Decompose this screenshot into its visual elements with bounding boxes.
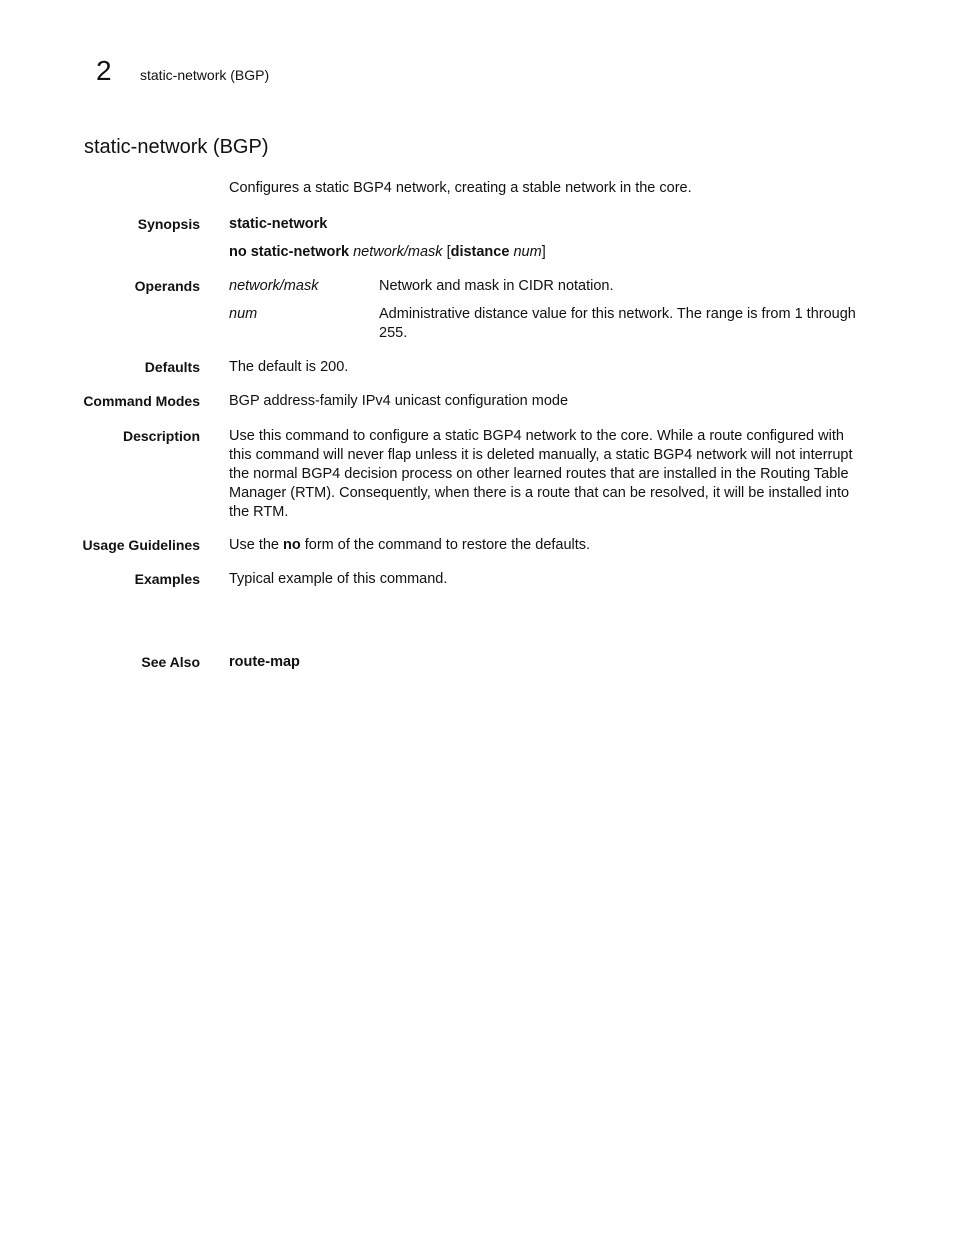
usage-text-before: Use the bbox=[229, 537, 279, 553]
see-also-label: See Also bbox=[141, 654, 200, 670]
see-also-link-route-map[interactable]: route-map bbox=[229, 654, 300, 670]
chapter-number: 2 bbox=[96, 55, 112, 86]
usage-text-after: form of the command to restore the defaults. bbox=[304, 537, 591, 553]
usage-keyword-no: no bbox=[283, 537, 301, 553]
synopsis-arg-network-mask: network/mask bbox=[353, 244, 443, 260]
command-modes-text: BGP address-family IPv4 unicast configuration mode bbox=[229, 393, 569, 409]
synopsis-arg-num: num bbox=[513, 244, 542, 260]
operand-description: Network and mask in CIDR notation. bbox=[379, 278, 614, 294]
operand-name: num bbox=[229, 306, 258, 322]
usage-guidelines-text bbox=[229, 536, 869, 555]
usage-guidelines-label: Usage Guidelines bbox=[82, 537, 200, 553]
description-label: Description bbox=[122, 428, 200, 444]
defaults-label: Defaults bbox=[144, 359, 200, 375]
synopsis-line-1: static-network bbox=[229, 216, 328, 232]
page-title: static-network (BGP) bbox=[84, 136, 269, 158]
operands-label: Operands bbox=[134, 278, 200, 294]
operand-description: Administrative distance value for this network. The range is from 1 through 255. bbox=[379, 306, 856, 341]
description-text: Use this command to configure a static BGP4 network to the core. While a route configured with this command will never flap unless it is deleted manually, a static BGP4 network will not interrupt the normal BGP4 decision process on other learned routes that are installed in the Routing Table Manager (RTM). Consequently, when there is a route that can be resolved, it will be installed into the RTM. bbox=[229, 428, 853, 520]
command-modes-label: Command Modes bbox=[83, 393, 200, 409]
synopsis-bracket-open: [ bbox=[446, 244, 451, 260]
synopsis-no-command: no static-network bbox=[229, 244, 350, 260]
operand-name: network/mask bbox=[229, 278, 319, 294]
defaults-text: The default is 200. bbox=[229, 359, 349, 375]
synopsis-bracket-close: ] bbox=[541, 244, 546, 260]
intro-text: Configures a static BGP4 network, creating a stable network in the core. bbox=[229, 180, 692, 196]
running-head: static-network (BGP) bbox=[140, 67, 270, 83]
synopsis-label: Synopsis bbox=[137, 216, 200, 232]
synopsis-line-2 bbox=[229, 243, 869, 262]
examples-text: Typical example of this command. bbox=[229, 571, 448, 587]
examples-label: Examples bbox=[134, 571, 200, 587]
synopsis-keyword-distance: distance bbox=[450, 244, 510, 260]
